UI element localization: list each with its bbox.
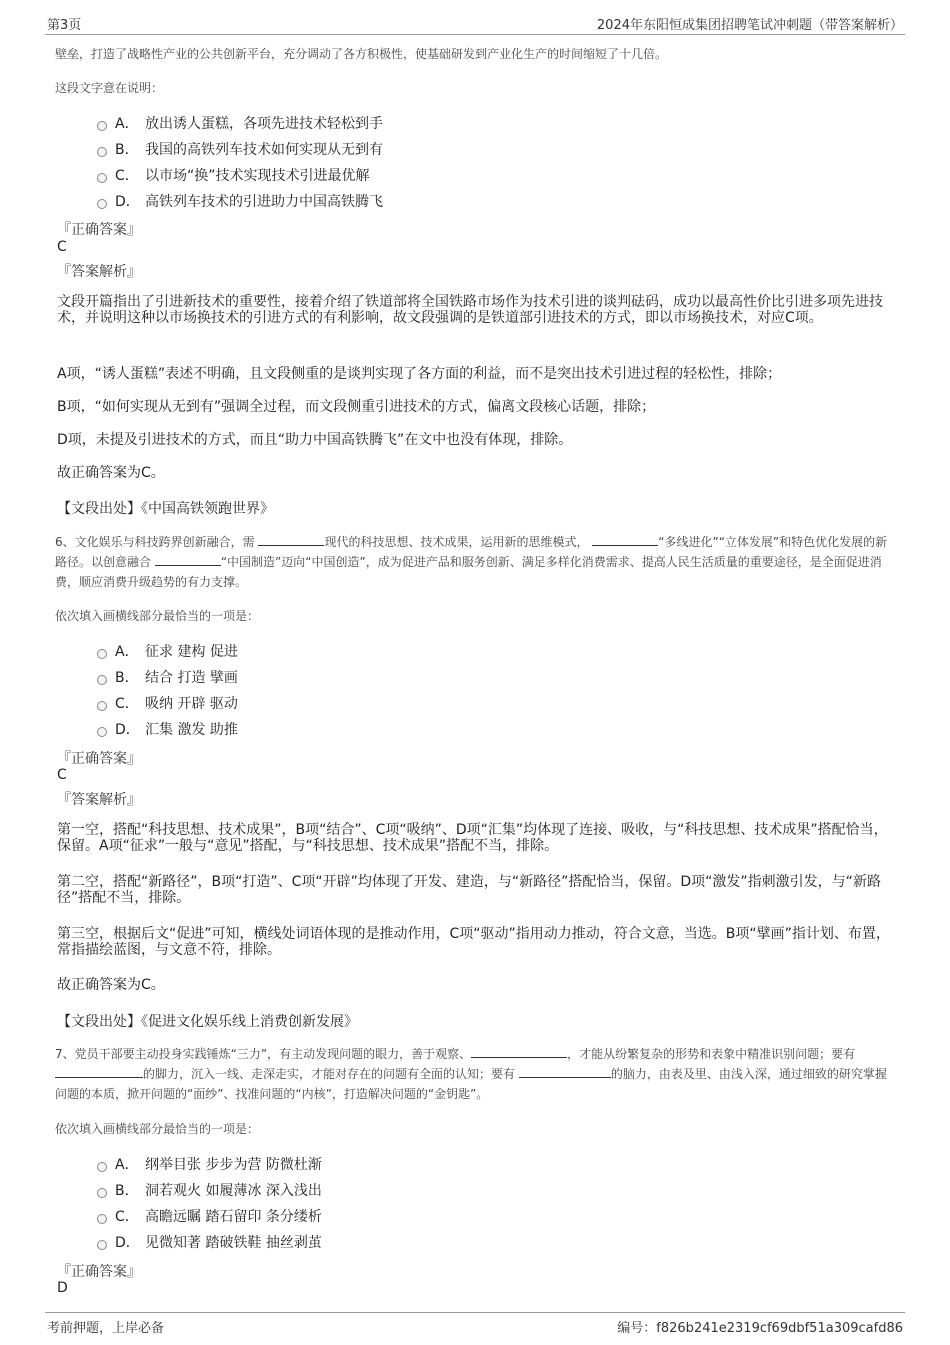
q5-analysis-para-3: B项，“如何实现从无到有”强调全过程，而文段侧重引进技术的方式，偏离文段核心话题，排除；: [57, 399, 656, 415]
fill-blank: [155, 553, 221, 566]
q7-answer-label: 『正确答案』: [57, 1264, 141, 1280]
document-title: 2024年东阳恒成集团招聘笔试冲刺题（带答案解析）: [596, 18, 903, 33]
q5-prompt: 这段文字意在说明：: [55, 81, 164, 95]
q5-analysis-para-5: 故正确答案为C。: [57, 465, 165, 481]
q6-source: [57, 1011, 358, 1031]
radio-button[interactable]: [97, 1240, 107, 1250]
radio-button[interactable]: [97, 1188, 107, 1198]
q5-analysis-label: 『答案解析』: [57, 264, 141, 280]
q6-analysis-para-3: 第三空，根据后文“促进”可知，横线处词语体现的是推动作用，C项“驱动”指用动力推动，符合文意，当选。B项“擘画”指计划、布置，常指描绘蓝图，与文意不符，排除。: [57, 926, 890, 958]
radio-button[interactable]: [97, 1162, 107, 1172]
page-header: [45, 12, 905, 35]
radio-button[interactable]: [97, 701, 107, 711]
radio-button[interactable]: [97, 173, 107, 183]
q5-answer: C: [57, 239, 67, 255]
q7-passage: 7、党员干部要主动投身实践锤炼“三力”，有主动发现问题的眼力，善于观察、 ，才能从纷繁复杂的形势和表象中精准识别问题；要有 的脚力，沉入一线、走深走实，才能对存在的问题有全面的认知；要有 的脑力，由表及里、由浅入深，通过细致的研究掌握问题的本质，掀开问题的“面纱”、找准问题的“内核”，打造解决问题的“金钥匙”。: [55, 1047, 887, 1101]
q6-analysis-para-2: 第二空，搭配“新路径”，B项“打造”、C项“开辟”均体现了开发、建造，与“新路径”搭配恰当，保留。D项“激发”指刺激引发，与“新路径”搭配不当，排除。: [57, 874, 881, 906]
source-title: 《促进文化娱乐线上消费创新发展》: [141, 1014, 358, 1030]
q5-analysis-para-4: D项，未提及引进技术的方式，而且“助力中国高铁腾飞”在文中也没有体现，排除。: [57, 432, 573, 448]
q7-prompt: 依次填入画横线部分最恰当的一项是：: [55, 1122, 260, 1136]
radio-button[interactable]: [97, 727, 107, 737]
document-code: 编号：f826b241e2319cf69dbf51a309cafd86: [617, 1321, 903, 1336]
source-label: 【文段出处】: [57, 501, 141, 517]
q5-passage-tail: 壁垒，打造了战略性产业的公共创新平台，充分调动了各方积极性，使基础研发到产业化生产的时间缩短了十几倍。: [55, 47, 668, 61]
q6-analysis-label: 『答案解析』: [57, 792, 141, 808]
source-title: 《中国高铁领跑世界》: [141, 501, 274, 517]
radio-button[interactable]: [97, 147, 107, 157]
q5-analysis-para-1: 文段开篇指出了引进新技术的重要性，接着介绍了铁道部将全国铁路市场作为技术引进的谈判砝码，成功以最高性价比引进多项先进技术，并说明这种以市场换技术的引进方式的有利影响，故文段强调的是铁道部引进技术的方式，即以市场换技术，对应C项。: [57, 294, 883, 326]
q7-answer: D: [57, 1280, 68, 1296]
fill-blank: [471, 1045, 567, 1058]
fill-blank: [258, 533, 324, 546]
q6-answer-label: 『正确答案』: [57, 751, 141, 767]
page-footer: [45, 1312, 905, 1337]
fill-blank: [519, 1065, 611, 1078]
q6-passage: 6、文化娱乐与科技跨界创新融合，需 现代的科技思想、技术成果，运用新的思维模式， “多线进化”“立体发展”和特色优化发展的新路径。以创意融合 “中国制造”迈向“中国创造”，成为促进产品和服务创新、满足多样化消费需求、提高人民生活质量的重要途径，是全面促进消费，顺应消费升级趋势的有力支撑。: [55, 535, 888, 589]
footer-slogan: 考前押题，上岸必备: [47, 1321, 165, 1336]
radio-button[interactable]: [97, 199, 107, 209]
radio-button[interactable]: [97, 649, 107, 659]
q6-analysis-para-4: 故正确答案为C。: [57, 977, 165, 993]
q5-analysis-para-2: A项，“诱人蛋糕”表述不明确，且文段侧重的是谈判实现了各方面的利益，而不是突出技术引进过程的轻松性，排除；: [57, 366, 782, 382]
q6-prompt: 依次填入画横线部分最恰当的一项是：: [55, 609, 260, 623]
page-number: 第3页: [47, 18, 82, 33]
radio-button[interactable]: [97, 675, 107, 685]
q6-answer: C: [57, 767, 67, 783]
fill-blank: [592, 533, 658, 546]
q5-answer-label: 『正确答案』: [57, 222, 141, 238]
q6-analysis-para-1: 第一空，搭配“科技思想、技术成果”，B项“结合”、C项“吸纳”、D项“汇集”均体现了连接、吸收，与“科技思想、技术成果”搭配恰当，保留。A项“征求”一般与“意见”搭配，与“科技思想、技术成果”搭配不当，排除。: [57, 822, 888, 854]
fill-blank: [55, 1065, 143, 1078]
q5-source: [57, 498, 274, 518]
source-label: 【文段出处】: [57, 1014, 141, 1030]
radio-button[interactable]: [97, 121, 107, 131]
radio-button[interactable]: [97, 1214, 107, 1224]
